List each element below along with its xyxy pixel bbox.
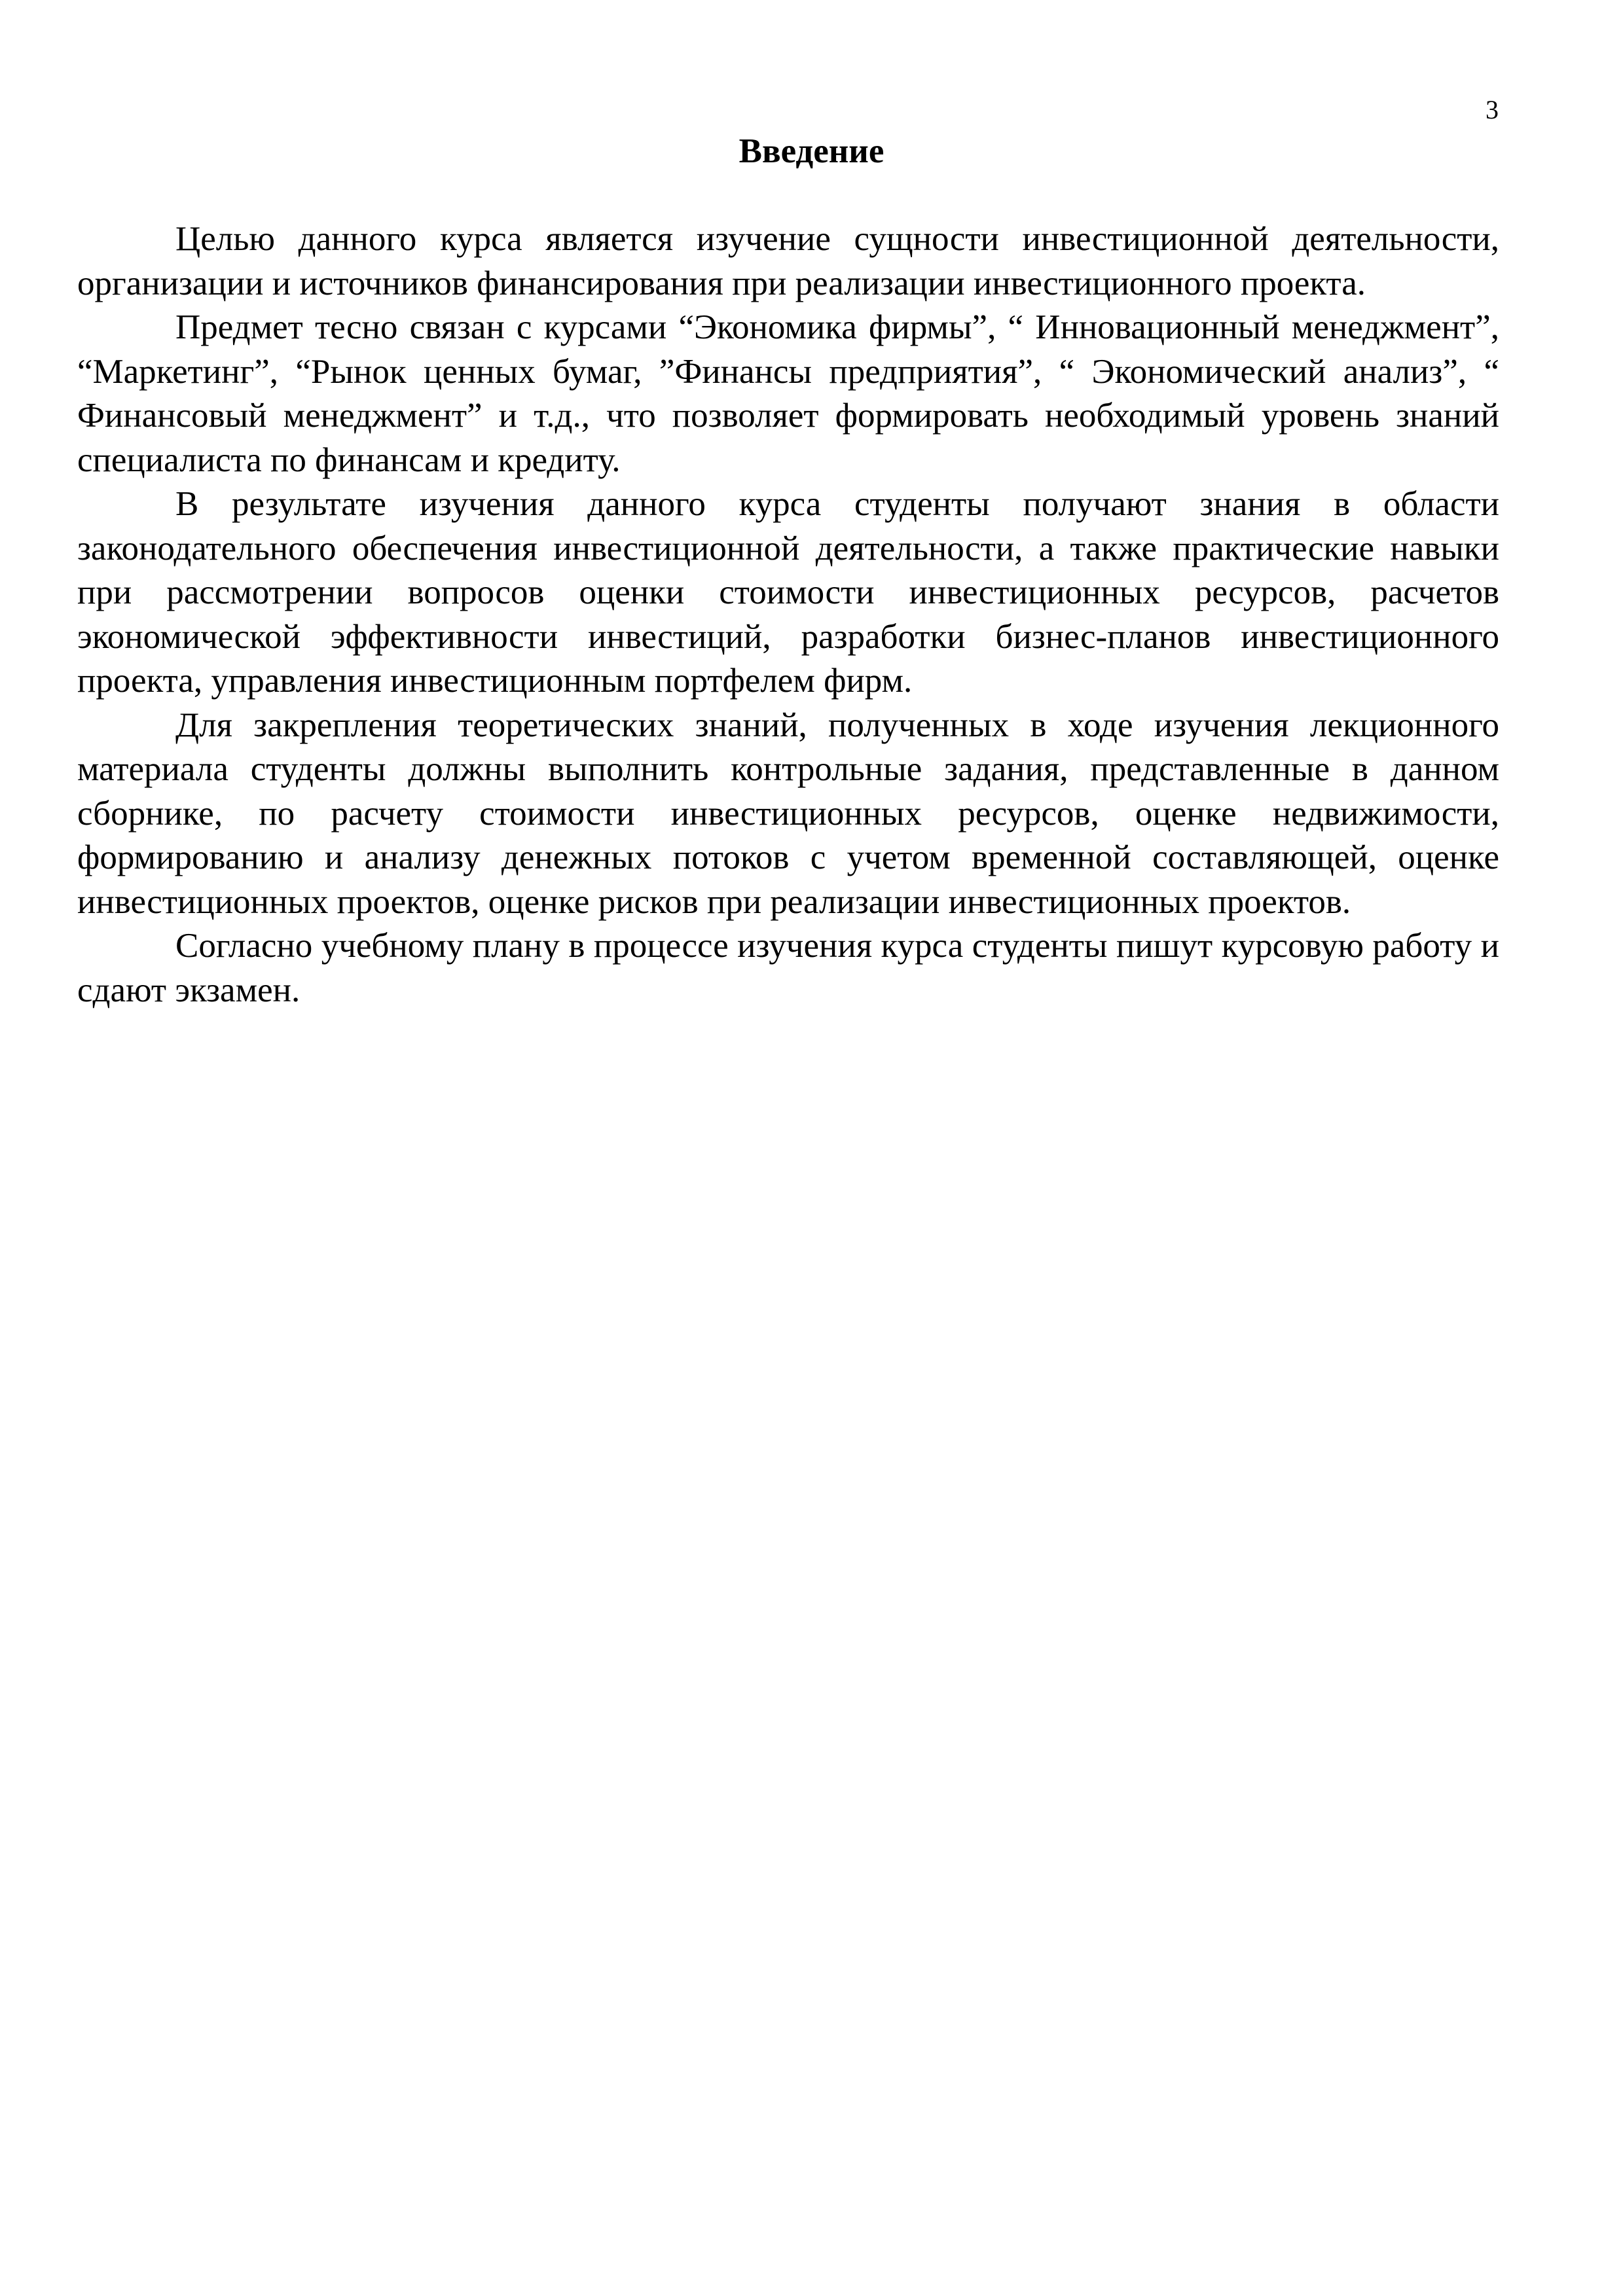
paragraph-goal: Целью данного курса является изучение сущности инвестиционной деятельности, организации и источников финансирования при реализации инвестиционного проекта. — [77, 220, 1499, 302]
section-title: Введение — [739, 132, 884, 170]
paragraph-learning-outcomes: В результате изучения данного курса студенты получают знания в области законодательного обеспечения инвестиционной деятельности, а также практические навыки при рассмотрении вопросов оценки стоимости инвестиционных ресурсов, расчетов экономической эффективности инвестиций, разработки бизнес-планов инвестиционного проекта, управления инвестиционным портфелем фирм. — [77, 485, 1499, 700]
paragraph-curriculum: Согласно учебному плану в процессе изучения курса студенты пишут курсовую работу и сдают экзамен. — [77, 927, 1499, 1009]
paragraph-assignments: Для закрепления теоретических знаний, полученных в ходе изучения лекционного материала студенты должны выполнить контрольные задания, представленные в данном сборнике, по расчету стоимости инвестиционных ресурсов, оценке недвижимости, формированию и анализу денежных потоков с учетом временной составляющей, оценке инвестиционных проектов, оценке рисков при реализации инвестиционных проектов. — [77, 706, 1499, 921]
paragraph-related-courses: Предмет тесно связан с курсами “Экономика фирмы”, “ Инновационный менеджмент”, “Маркетинг”, “Рынок ценных бумаг, ”Финансы предприятия”, “ Экономический анализ”, “ Финансовый менеджмент” и т.д., что позволяет формировать необходимый уровень знаний специалиста по финансам и кредиту. — [77, 308, 1499, 479]
document-body — [77, 217, 1499, 1013]
page-number: 3 — [1486, 95, 1499, 124]
